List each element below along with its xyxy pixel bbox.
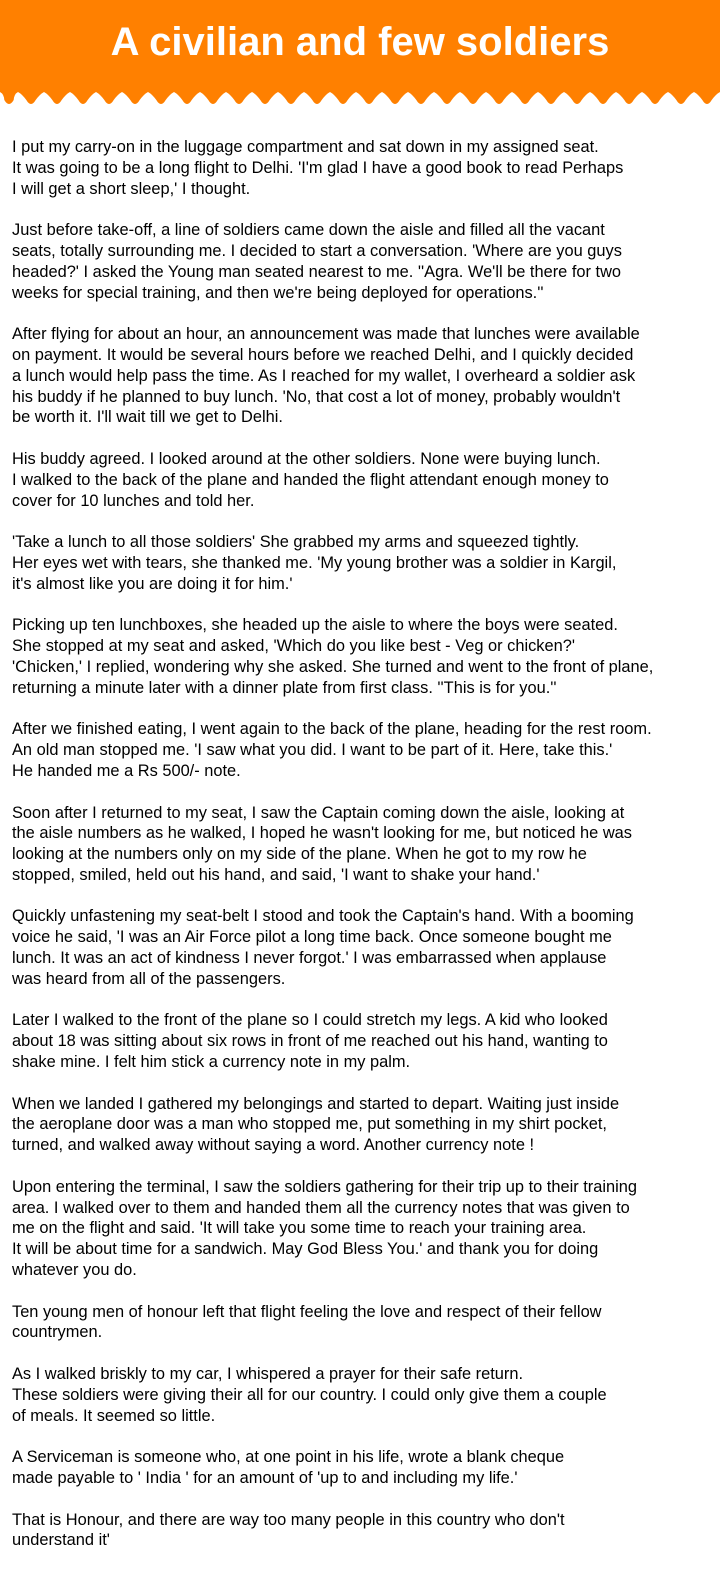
- story-paragraph: Soon after I returned to my seat, I saw the Captain coming down the aisle, looking at the aisle numbers as he walked, I hoped he wasn't looking for me, but noticed he was looking at the numbers only on my side of the plane. When he got to my row he stopped, smiled, held out his hand, and said, 'I want to shake your hand.': [12, 803, 632, 884]
- story-paragraph: A Serviceman is someone who, at one point in his life, wrote a blank cheque made payable to ' India ' for an amount of 'up to and including my life.': [12, 1448, 565, 1487]
- story-paragraph: Later I walked to the front of the plane so I could stretch my legs. A kid who looked about 18 was sitting about six rows in front of me reached out his hand, wanting to shake mine. I felt him stick a currency note in my palm.: [12, 1011, 608, 1072]
- story-paragraph: 'Take a lunch to all those soldiers' She grabbed my arms and squeezed tightly. Her eyes wet with tears, she thanked me. 'My young brother was a soldier in Kargil, it's almost like you are doing it for him.': [12, 533, 617, 593]
- story-paragraph: Upon entering the terminal, I saw the soldiers gathering for their trip up to their training area. I walked over to them and handed them all the currency notes that was given to me on the flight and said. 'It will take you some time to reach your training area. It will be about time for a sandwich. May God Bless You.' and thank you for doing whatever you do.: [12, 1177, 637, 1280]
- story-paragraph: His buddy agreed. I looked around at the other soldiers. None were buying lunch. I walked to the back of the plane and handed the flight attendant enough money to cover for 10 lunches and told her.: [12, 449, 609, 510]
- story-body: [12, 137, 712, 1572]
- story-paragraph: Just before take-off, a line of soldiers came down the aisle and filled all the vacant seats, totally surrounding me. I decided to start a conversation. 'Where are you guys headed?' I asked the Young man seated nearest to me. ''Agra. We'll be there for two weeks for special training, and then we're being deployed for operations.'': [12, 221, 622, 302]
- story-paragraph: I put my carry-on in the luggage compartment and sat down in my assigned seat. It was going to be a long flight to Delhi. 'I'm glad I have a good book to read Perhaps I will get a short sleep,' I thought.: [12, 138, 624, 198]
- page-title: A civilian and few soldiers: [110, 20, 610, 64]
- story-paragraph: Ten young men of honour left that flight feeling the love and respect of their fellow countrymen.: [12, 1302, 602, 1342]
- story-paragraph: Picking up ten lunchboxes, she headed up the aisle to where the boys were seated. She stopped at my seat and asked, 'Which do you like best - Veg or chicken?' 'Chicken,' I replied, wondering why she asked. She turned and went to the front of plane, returning a minute later with a dinner plate from first class. ''This is for you.'': [12, 616, 654, 697]
- story-paragraph: When we landed I gathered my belongings and started to depart. Waiting just inside the aeroplane door was a man who stopped me, put something in my shirt pocket, turned, and walked away without saying a word. Another currency note !: [12, 1094, 620, 1155]
- story-paragraph: After we finished eating, I went again to the back of the plane, heading for the rest room. An old man stopped me. 'I saw what you did. I want to be part of it. Here, take this.' He handed me a Rs 500/- note.: [12, 720, 652, 780]
- story-paragraph: After flying for about an hour, an announcement was made that lunches were available on payment. It would be several hours before we reached Delhi, and I quickly decided a lunch would help pass the time. As I reached for my wallet, I overheard a soldier ask his buddy if he planned to buy lunch. 'No, that cost a lot of money, probably wouldn't be worth it. I'll wait till we get to Delhi.: [12, 325, 640, 427]
- story-paragraph: Quickly unfastening my seat-belt I stood and took the Captain's hand. With a booming voice he said, 'I was an Air Force pilot a long time back. Once someone bought me lunch. It was an act of kindness I never forgot.' I was embarrassed when applause was heard from all of the passengers.: [12, 907, 634, 988]
- header-banner: [0, 0, 720, 112]
- story-paragraph: As I walked briskly to my car, I whispered a prayer for their safe return. These soldiers were giving their all for our country. I could only give them a couple of meals. It seemed so little.: [12, 1365, 607, 1425]
- story-paragraph: That is Honour, and there are way too many people in this country who don't understand it': [12, 1510, 565, 1550]
